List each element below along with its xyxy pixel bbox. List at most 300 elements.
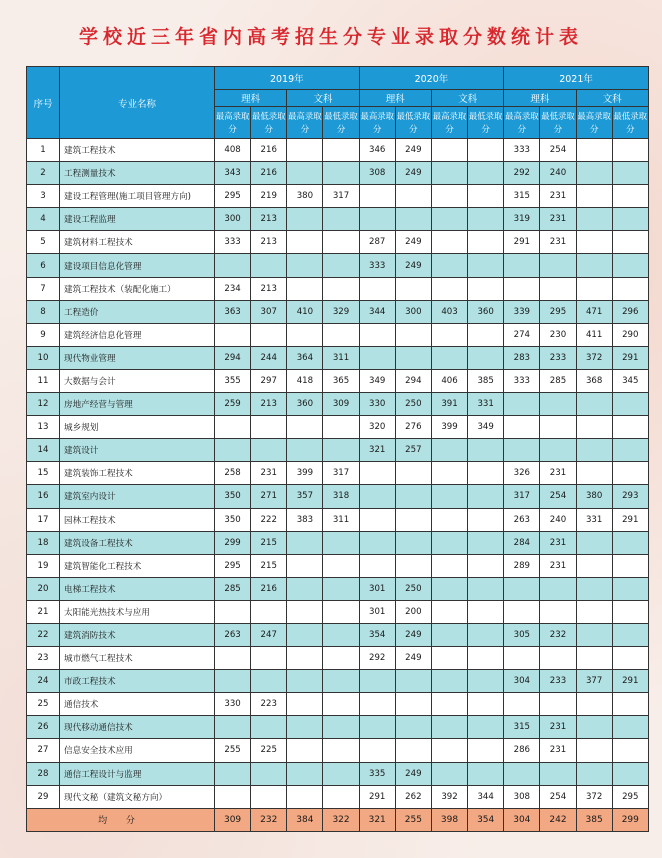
major-name: 建筑消防技术 xyxy=(60,623,215,646)
score-cell xyxy=(251,670,287,693)
score-cell: 292 xyxy=(359,647,395,670)
score-cell xyxy=(323,531,359,554)
score-cell xyxy=(395,208,431,231)
score-cell xyxy=(431,323,467,346)
score-cell xyxy=(612,739,648,762)
score-cell: 406 xyxy=(431,369,467,392)
score-cell xyxy=(431,162,467,185)
table-row xyxy=(27,139,649,162)
table-row xyxy=(27,600,649,623)
score-cell xyxy=(468,185,504,208)
score-cell xyxy=(323,693,359,716)
score-cell xyxy=(576,716,612,739)
score-cell: 333 xyxy=(215,231,251,254)
table-row xyxy=(27,554,649,577)
header-min-score: 最低录取分 xyxy=(251,107,287,139)
score-cell: 331 xyxy=(468,393,504,416)
score-cell xyxy=(612,254,648,277)
score-cell: 308 xyxy=(504,785,540,808)
score-cell xyxy=(323,139,359,162)
table-row xyxy=(27,369,649,392)
score-cell: 215 xyxy=(251,531,287,554)
score-cell xyxy=(215,416,251,439)
score-cell: 360 xyxy=(287,393,323,416)
score-cell xyxy=(576,139,612,162)
score-cell: 231 xyxy=(540,716,576,739)
score-cell xyxy=(359,554,395,577)
score-cell xyxy=(431,531,467,554)
score-cell xyxy=(504,762,540,785)
average-score-cell: 304 xyxy=(504,808,540,831)
header-arts: 文科 xyxy=(431,90,503,107)
score-cell: 411 xyxy=(576,323,612,346)
table-row xyxy=(27,231,649,254)
major-name: 通信技术 xyxy=(60,693,215,716)
score-cell xyxy=(251,416,287,439)
header-max-score: 最高录取分 xyxy=(215,107,251,139)
score-cell: 326 xyxy=(504,462,540,485)
average-score-cell: 299 xyxy=(612,808,648,831)
table-row xyxy=(27,185,649,208)
score-cell xyxy=(395,508,431,531)
score-cell: 233 xyxy=(540,346,576,369)
score-cell: 276 xyxy=(395,416,431,439)
score-cell xyxy=(323,623,359,646)
score-cell: 299 xyxy=(215,531,251,554)
table-row xyxy=(27,254,649,277)
score-cell xyxy=(395,716,431,739)
score-cell: 244 xyxy=(251,346,287,369)
score-cell xyxy=(287,739,323,762)
score-cell: 392 xyxy=(431,785,467,808)
score-cell: 291 xyxy=(612,670,648,693)
score-cell xyxy=(287,785,323,808)
row-index: 14 xyxy=(27,439,60,462)
score-cell: 286 xyxy=(504,739,540,762)
average-score-cell: 321 xyxy=(359,808,395,831)
major-name: 大数据与会计 xyxy=(60,369,215,392)
score-cell: 317 xyxy=(323,185,359,208)
score-cell xyxy=(612,185,648,208)
score-cell: 319 xyxy=(504,208,540,231)
major-name: 现代文秘（建筑文秘方向） xyxy=(60,785,215,808)
average-score-cell: 322 xyxy=(323,808,359,831)
score-cell xyxy=(287,208,323,231)
score-cell: 350 xyxy=(215,508,251,531)
score-cell: 329 xyxy=(323,300,359,323)
table-row xyxy=(27,762,649,785)
score-cell: 354 xyxy=(359,623,395,646)
score-cell: 249 xyxy=(395,623,431,646)
table-row xyxy=(27,346,649,369)
score-cell: 249 xyxy=(395,254,431,277)
table-row xyxy=(27,577,649,600)
score-cell xyxy=(215,716,251,739)
score-cell xyxy=(540,577,576,600)
score-cell xyxy=(468,139,504,162)
score-cell xyxy=(540,693,576,716)
score-cell: 380 xyxy=(287,185,323,208)
score-cell xyxy=(612,416,648,439)
table-row xyxy=(27,162,649,185)
score-cell xyxy=(323,670,359,693)
score-cell xyxy=(576,554,612,577)
score-cell xyxy=(287,693,323,716)
score-cell xyxy=(612,647,648,670)
score-cell: 225 xyxy=(251,739,287,762)
header-year-2019: 2019年 xyxy=(215,67,360,90)
score-cell: 287 xyxy=(359,231,395,254)
score-cell xyxy=(359,693,395,716)
row-index: 22 xyxy=(27,623,60,646)
score-cell xyxy=(287,554,323,577)
score-cell: 300 xyxy=(215,208,251,231)
score-cell xyxy=(323,600,359,623)
score-cell: 291 xyxy=(612,508,648,531)
score-cell xyxy=(323,323,359,346)
table-row xyxy=(27,485,649,508)
score-cell xyxy=(215,670,251,693)
average-score-cell: 255 xyxy=(395,808,431,831)
score-cell xyxy=(576,254,612,277)
score-cell: 309 xyxy=(323,393,359,416)
score-cell xyxy=(468,485,504,508)
score-cell xyxy=(251,254,287,277)
major-name: 现代物业管理 xyxy=(60,346,215,369)
score-cell xyxy=(287,531,323,554)
table-row xyxy=(27,716,649,739)
score-cell xyxy=(468,670,504,693)
score-cell xyxy=(287,254,323,277)
score-cell xyxy=(504,254,540,277)
score-cell: 311 xyxy=(323,508,359,531)
table-row xyxy=(27,393,649,416)
score-cell xyxy=(468,346,504,369)
score-cell xyxy=(431,716,467,739)
score-cell xyxy=(287,416,323,439)
score-cell xyxy=(576,693,612,716)
header-min-score: 最低录取分 xyxy=(468,107,504,139)
score-cell: 311 xyxy=(323,346,359,369)
score-cell: 259 xyxy=(215,393,251,416)
score-cell xyxy=(287,139,323,162)
score-cell xyxy=(323,554,359,577)
score-cell: 230 xyxy=(540,323,576,346)
score-cell: 231 xyxy=(540,739,576,762)
score-cell xyxy=(431,185,467,208)
table-row xyxy=(27,647,649,670)
score-cell xyxy=(504,693,540,716)
score-cell xyxy=(431,647,467,670)
score-cell xyxy=(612,139,648,162)
score-cell: 368 xyxy=(576,369,612,392)
score-cell xyxy=(468,162,504,185)
header-max-score: 最高录取分 xyxy=(287,107,323,139)
score-cell xyxy=(612,623,648,646)
score-cell: 231 xyxy=(540,208,576,231)
score-cell xyxy=(612,600,648,623)
row-index: 9 xyxy=(27,323,60,346)
score-cell: 365 xyxy=(323,369,359,392)
score-cell xyxy=(395,554,431,577)
score-cell xyxy=(215,323,251,346)
header-arts: 文科 xyxy=(287,90,359,107)
header-min-score: 最低录取分 xyxy=(323,107,359,139)
average-score-cell: 385 xyxy=(576,808,612,831)
row-index: 29 xyxy=(27,785,60,808)
score-cell: 410 xyxy=(287,300,323,323)
row-index: 3 xyxy=(27,185,60,208)
major-name: 电梯工程技术 xyxy=(60,577,215,600)
score-cell xyxy=(504,393,540,416)
score-cell: 213 xyxy=(251,393,287,416)
score-cell xyxy=(323,277,359,300)
score-cell: 333 xyxy=(504,369,540,392)
row-index: 13 xyxy=(27,416,60,439)
score-cell: 408 xyxy=(215,139,251,162)
row-index: 21 xyxy=(27,600,60,623)
score-cell: 345 xyxy=(612,369,648,392)
score-cell: 344 xyxy=(468,785,504,808)
score-cell: 216 xyxy=(251,139,287,162)
score-cell xyxy=(612,162,648,185)
score-cell: 233 xyxy=(540,670,576,693)
score-cell: 295 xyxy=(540,300,576,323)
score-cell: 250 xyxy=(395,393,431,416)
table-row xyxy=(27,439,649,462)
score-cell xyxy=(287,647,323,670)
major-name: 城市燃气工程技术 xyxy=(60,647,215,670)
score-cell xyxy=(323,208,359,231)
score-cell: 297 xyxy=(251,369,287,392)
row-index: 4 xyxy=(27,208,60,231)
score-cell xyxy=(576,577,612,600)
major-name: 现代移动通信技术 xyxy=(60,716,215,739)
score-cell: 291 xyxy=(612,346,648,369)
score-cell: 254 xyxy=(540,485,576,508)
score-cell: 213 xyxy=(251,208,287,231)
major-name: 建筑工程技术 xyxy=(60,139,215,162)
score-cell: 263 xyxy=(215,623,251,646)
row-index: 6 xyxy=(27,254,60,277)
row-index: 28 xyxy=(27,762,60,785)
score-cell xyxy=(504,647,540,670)
score-cell: 333 xyxy=(359,254,395,277)
row-index: 1 xyxy=(27,139,60,162)
score-cell xyxy=(540,600,576,623)
row-index: 25 xyxy=(27,693,60,716)
score-cell xyxy=(323,162,359,185)
score-cell: 363 xyxy=(215,300,251,323)
score-cell xyxy=(612,554,648,577)
score-cell: 321 xyxy=(359,439,395,462)
table-row xyxy=(27,693,649,716)
score-cell xyxy=(431,439,467,462)
score-cell xyxy=(359,277,395,300)
major-name: 工程测量技术 xyxy=(60,162,215,185)
score-cell xyxy=(431,762,467,785)
score-cell xyxy=(576,762,612,785)
score-cell xyxy=(395,346,431,369)
score-cell: 255 xyxy=(215,739,251,762)
score-cell xyxy=(612,462,648,485)
score-cell xyxy=(612,577,648,600)
score-cell: 263 xyxy=(504,508,540,531)
score-cell: 335 xyxy=(359,762,395,785)
score-cell xyxy=(431,254,467,277)
score-cell xyxy=(323,231,359,254)
score-cell xyxy=(468,623,504,646)
major-name: 城乡规划 xyxy=(60,416,215,439)
score-cell: 249 xyxy=(395,762,431,785)
row-index: 10 xyxy=(27,346,60,369)
score-cell xyxy=(468,508,504,531)
score-cell: 385 xyxy=(468,369,504,392)
score-cell: 247 xyxy=(251,623,287,646)
score-cell: 292 xyxy=(504,162,540,185)
score-cell xyxy=(359,670,395,693)
major-name: 建筑设备工程技术 xyxy=(60,531,215,554)
score-cell: 293 xyxy=(612,485,648,508)
score-cell: 317 xyxy=(323,462,359,485)
major-name: 建筑工程技术（装配化施工） xyxy=(60,277,215,300)
score-cell xyxy=(359,508,395,531)
score-cell: 216 xyxy=(251,577,287,600)
score-cell xyxy=(468,462,504,485)
score-cell: 258 xyxy=(215,462,251,485)
row-index: 11 xyxy=(27,369,60,392)
score-cell xyxy=(468,254,504,277)
score-cell xyxy=(287,670,323,693)
score-cell xyxy=(576,393,612,416)
score-cell: 231 xyxy=(540,185,576,208)
score-cell xyxy=(576,531,612,554)
score-cell xyxy=(540,416,576,439)
score-cell xyxy=(576,462,612,485)
score-cell xyxy=(431,208,467,231)
row-index: 17 xyxy=(27,508,60,531)
score-cell xyxy=(540,277,576,300)
score-cell xyxy=(287,716,323,739)
header-major: 专业名称 xyxy=(60,67,215,139)
score-cell: 403 xyxy=(431,300,467,323)
header-year-2021: 2021年 xyxy=(504,67,649,90)
score-cell xyxy=(468,762,504,785)
score-cell xyxy=(612,439,648,462)
score-cell: 399 xyxy=(287,462,323,485)
score-cell: 315 xyxy=(504,185,540,208)
score-cell: 262 xyxy=(395,785,431,808)
major-name: 建筑室内设计 xyxy=(60,485,215,508)
score-cell xyxy=(251,600,287,623)
score-cell: 295 xyxy=(612,785,648,808)
score-cell xyxy=(612,393,648,416)
score-cell xyxy=(359,462,395,485)
page-title: 学校近三年省内高考招生分专业录取分数统计表 xyxy=(78,26,583,48)
score-cell xyxy=(251,647,287,670)
score-cell xyxy=(359,323,395,346)
score-cell xyxy=(540,439,576,462)
score-cell xyxy=(431,623,467,646)
score-cell xyxy=(468,554,504,577)
major-name: 太阳能光热技术与应用 xyxy=(60,600,215,623)
score-cell: 219 xyxy=(251,185,287,208)
score-cell xyxy=(323,416,359,439)
score-cell xyxy=(287,277,323,300)
score-cell xyxy=(612,693,648,716)
score-cell: 307 xyxy=(251,300,287,323)
header-max-score: 最高录取分 xyxy=(504,107,540,139)
score-cell xyxy=(431,600,467,623)
major-name: 建筑材料工程技术 xyxy=(60,231,215,254)
score-cell: 300 xyxy=(395,300,431,323)
average-label: 均 分 xyxy=(27,808,215,831)
score-cell: 339 xyxy=(504,300,540,323)
score-cell xyxy=(323,577,359,600)
score-cell: 318 xyxy=(323,485,359,508)
score-cell: 399 xyxy=(431,416,467,439)
table-row xyxy=(27,300,649,323)
score-cell xyxy=(395,485,431,508)
score-cell xyxy=(576,416,612,439)
score-cell xyxy=(395,531,431,554)
admission-score-table xyxy=(26,66,649,832)
score-cell xyxy=(215,600,251,623)
row-index: 23 xyxy=(27,647,60,670)
score-cell xyxy=(323,439,359,462)
score-cell: 213 xyxy=(251,277,287,300)
score-cell xyxy=(431,670,467,693)
score-cell xyxy=(395,323,431,346)
row-index: 20 xyxy=(27,577,60,600)
score-cell xyxy=(251,716,287,739)
score-cell xyxy=(359,485,395,508)
score-cell xyxy=(287,231,323,254)
table-row xyxy=(27,508,649,531)
score-cell xyxy=(576,277,612,300)
score-cell xyxy=(576,162,612,185)
score-cell: 240 xyxy=(540,508,576,531)
score-cell xyxy=(431,346,467,369)
score-cell: 249 xyxy=(395,231,431,254)
score-cell: 223 xyxy=(251,693,287,716)
score-cell xyxy=(576,739,612,762)
score-cell: 357 xyxy=(287,485,323,508)
score-cell xyxy=(468,231,504,254)
score-cell: 215 xyxy=(251,554,287,577)
score-cell: 418 xyxy=(287,369,323,392)
score-cell xyxy=(612,531,648,554)
row-index: 2 xyxy=(27,162,60,185)
score-cell xyxy=(395,277,431,300)
score-cell: 320 xyxy=(359,416,395,439)
header-max-score: 最高录取分 xyxy=(359,107,395,139)
row-index: 19 xyxy=(27,554,60,577)
score-cell xyxy=(287,623,323,646)
table-row xyxy=(27,785,649,808)
score-cell xyxy=(576,600,612,623)
score-cell xyxy=(431,139,467,162)
average-score-cell: 398 xyxy=(431,808,467,831)
score-cell xyxy=(359,208,395,231)
score-cell: 294 xyxy=(215,346,251,369)
score-cell xyxy=(540,393,576,416)
row-index: 8 xyxy=(27,300,60,323)
table-row xyxy=(27,208,649,231)
score-cell: 380 xyxy=(576,485,612,508)
score-cell: 283 xyxy=(504,346,540,369)
score-cell: 377 xyxy=(576,670,612,693)
